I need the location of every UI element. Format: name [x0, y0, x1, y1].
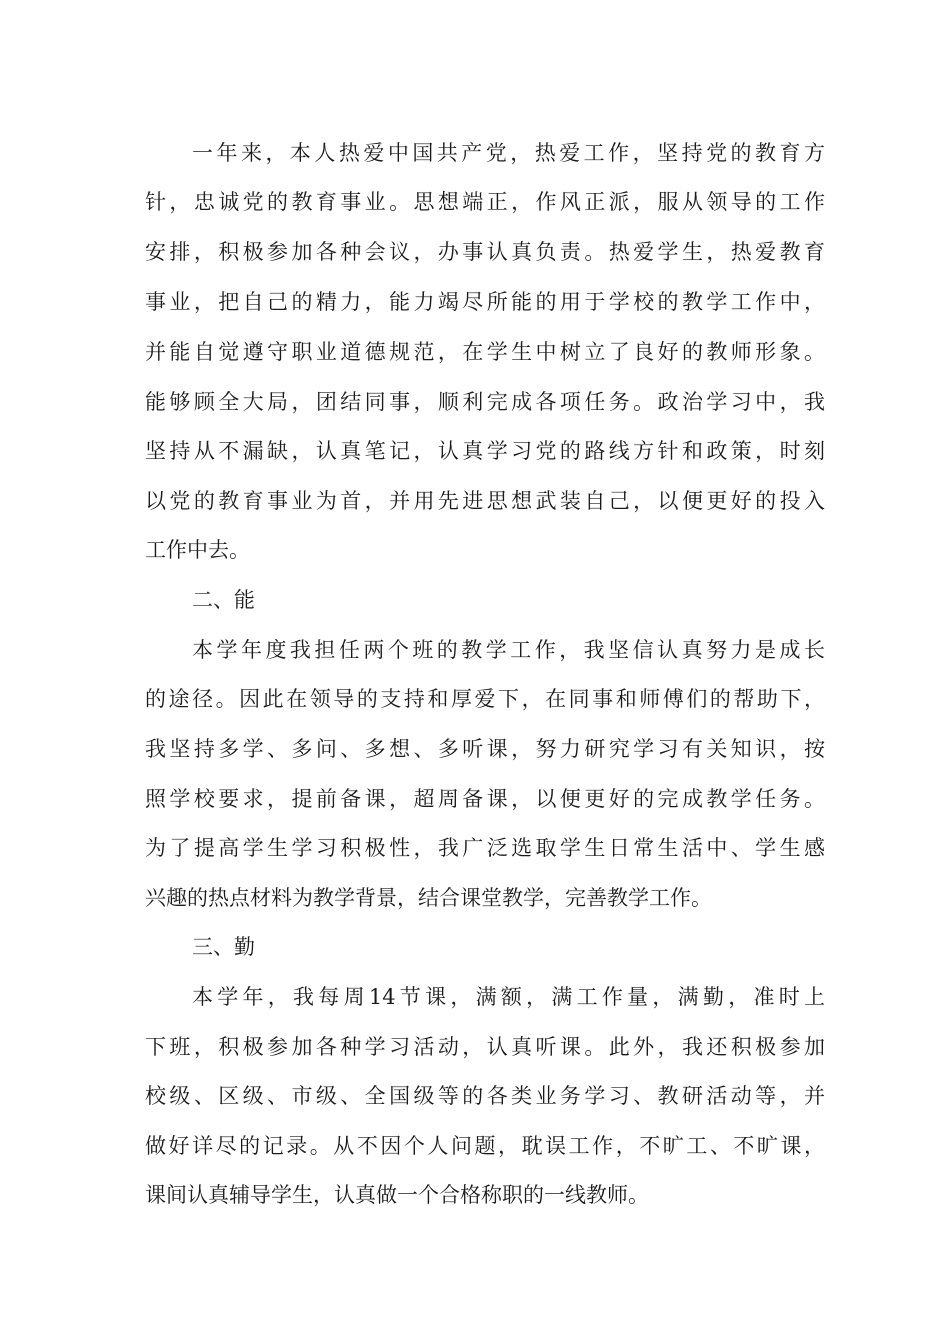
paragraph-1-line-6: 能够顾全大局，团结同事，顺利完成各项任务。政治学习中，我 [145, 390, 825, 414]
paragraph-1-line-2: 针，忠诚党的教育事业。思想端正，作风正派，服从领导的工作 [145, 190, 825, 214]
paragraph-1-line-5: 并能自觉遵守职业道德规范，在学生中树立了良好的教师形象。 [145, 340, 825, 364]
section-heading-neng: 二、能 [192, 588, 255, 612]
paragraph-2-line-5: 为了提高学生学习积极性，我广泛选取学生日常生活中、学生感 [145, 836, 825, 860]
paragraph-3-line-2: 下班，积极参加各种学习活动，认真听课。此外，我还积极参加 [145, 1035, 825, 1059]
paragraph-2-line-1: 本学年度我担任两个班的教学工作，我坚信认真努力是成长 [192, 638, 825, 662]
paragraph-1-line-1: 一年来，本人热爱中国共产党，热爱工作，坚持党的教育方 [192, 141, 825, 165]
paragraph-3-line-4: 做好详尽的记录。从不因个人问题，耽误工作，不旷工、不旷课， [145, 1134, 825, 1158]
paragraph-1-line-7: 坚持从不漏缺，认真笔记，认真学习党的路线方针和政策，时刻 [145, 439, 825, 463]
paragraph-1-line-9: 工作中去。 [145, 538, 250, 562]
paragraph-2-line-2: 的途径。因此在领导的支持和厚爱下，在同事和师傅们的帮助下， [145, 687, 825, 711]
section-heading-qin: 三、勤 [192, 935, 255, 959]
paragraph-3-line-3: 校级、区级、市级、全国级等的各类业务学习、教研活动等，并 [145, 1084, 825, 1108]
paragraph-3-line-1: 本学年，我每周14节课，满额，满工作量，满勤，准时上 [192, 985, 825, 1009]
paragraph-2-line-3: 我坚持多学、多问、多想、多听课，努力研究学习有关知识，按 [145, 737, 825, 761]
paragraph-1-line-4: 事业，把自己的精力，能力竭尽所能的用于学校的教学工作中， [145, 290, 825, 314]
paragraph-3-line-5: 课间认真辅导学生，认真做一个合格称职的一线教师。 [145, 1183, 649, 1207]
paragraph-2-line-4: 照学校要求，提前备课，超周备课，以便更好的完成教学任务。 [145, 787, 825, 811]
paragraph-1-line-8: 以党的教育事业为首，并用先进思想武装自己，以便更好的投入 [145, 489, 825, 513]
paragraph-2-line-6: 兴趣的热点材料为教学背景，结合课堂教学，完善教学工作。 [145, 886, 712, 910]
paragraph-1-line-3: 安排，积极参加各种会议，办事认真负责。热爱学生，热爱教育 [145, 240, 825, 264]
